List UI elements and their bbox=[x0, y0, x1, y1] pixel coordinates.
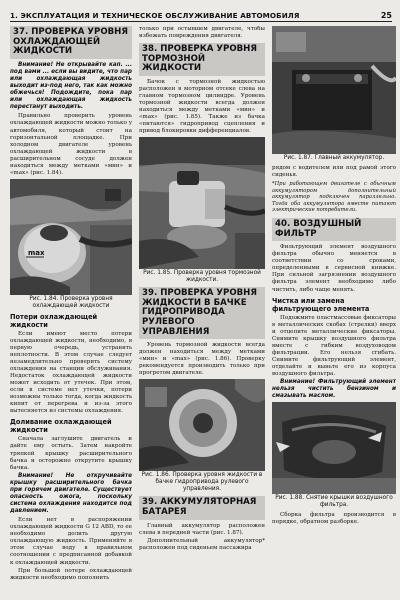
column-left bbox=[10, 26, 132, 596]
section-37-text: Правильно проверить уровень охлаждающей жидкости можно только у автомобиля, который стоит на горизонтальной площадке. При холодном двигателе уровень охлаждающей жидкости в расширительном сосуде должен находиться между метками «мин» и «max» (рис. 1.84). bbox=[10, 113, 132, 176]
section-38-title: 38. ПРОВЕРКА УРОВНЯ ТОРМОЗНОЙ ЖИДКОСТИ bbox=[139, 43, 265, 76]
chapter-title: 1. ЭКСПЛУАТАЦИЯ И ТЕХНИЧЕСКОЕ ОБСЛУЖИВАНИЕ АВТОМОБИЛЯ bbox=[10, 11, 300, 20]
filter-assembly-text: Сборка фильтра производится в порядке, обратном разборке. bbox=[272, 512, 396, 526]
max-mark-label: max bbox=[28, 248, 45, 257]
section-40-text: Фильтрующий элемент воздушного фильтра обычно меняется в соответствии со сроками, определенными в сервисной книжке. При сильной загрязнении воздушного фильтра элемент необходимо либо чистить, либо чаще менять. bbox=[272, 244, 396, 293]
section-37-title: 37. ПРОВЕРКА УРОВНЯ ОХЛАЖДАЮЩЕЙ ЖИДКОСТИ bbox=[10, 26, 132, 59]
section-39-title: 39. ПРОВЕРКА УРОВНЯ ЖИДКОСТИ В БАЧКЕ ГИДРОПРИВОДА РУЛЕВОГО УПРАВЛЕНИЯ bbox=[139, 287, 265, 339]
brake-fluid-photo bbox=[139, 137, 265, 269]
power-steering-photo bbox=[139, 379, 265, 471]
figure-1-87-caption: Рис. 1.87. Главный аккумулятор. bbox=[283, 155, 385, 161]
figure-1-87 bbox=[272, 26, 396, 154]
figure-1-84 bbox=[10, 179, 132, 295]
section-39b-title: 39. АККУМУЛЯТОРНАЯ БАТАРЕЯ bbox=[139, 496, 265, 519]
page-header bbox=[10, 6, 392, 22]
battery-text-2: Дополнительный аккумулятор* расположен под сиденьем пассажира bbox=[139, 537, 265, 551]
figure-1-86-caption: Рис. 1.86. Проверка уровня жидкости в бачке гидропривода рулевого управления. bbox=[141, 472, 263, 493]
coolant-reservoir-photo bbox=[10, 179, 132, 295]
main-battery-photo bbox=[272, 26, 396, 154]
coolant-topup-text-2: Если нет в распоряжении охлаждающей жидкости G 12 ABD, то ее необходимо долить другую охлаждающую жидкость. Применяйте в этом случае воду в правильном соотношении с предписанной добавкой к охлаждающей жидкости. bbox=[10, 517, 132, 566]
battery-continued: рядом с водителем или под рамой этого сиденья. bbox=[272, 165, 396, 179]
figure-1-88-caption: Рис. 1.88. Снятие крышки воздушного фильтра. bbox=[275, 495, 393, 509]
coolant-topup-text-3: При большой потере охлаждающей жидкости необходимо пополнить bbox=[10, 567, 132, 581]
figure-1-86 bbox=[139, 379, 265, 471]
battery-text-1: Главный аккумулятор расположен слева в передней части (рис. 1.87). bbox=[139, 522, 265, 536]
figure-1-84-caption: Рис. 1.84. Проверка уровня охлаждающей жидкости bbox=[29, 295, 113, 309]
figure-1-85-caption: Рис. 1.85. Проверка уровня тормозной жидкости. bbox=[143, 270, 261, 284]
column-middle bbox=[139, 26, 265, 596]
section-38-text: Бачок с тормозной жидкостью расположен в моторном отсеке слева на главном тормозном цилиндре. Уровень тормозной жидкости всегда должен находиться между метками «мин» и «max» (рис. 1.85). Также из бачка «питаются» гидропривод сцепления и привод блокировки дифференциалов. bbox=[139, 78, 265, 135]
figure-1-85 bbox=[139, 137, 265, 269]
filter-clean-text: Подожмите пластмассовые фиксаторы в металлических скобах (стрелки) вверх и отцепите металлические фиксаторы. Снимите крышку воздушного фильтра вместе с гибким воздуховодом фильтрации. Его нельзя сгибать. Снимите фильтрующий элемент, отделайте и выньте его из корпуса воздушного фильтра. bbox=[272, 314, 396, 377]
page-columns bbox=[10, 26, 396, 596]
page-number: 25 bbox=[380, 11, 392, 20]
coolant-loss-text: Если имеют место потери охлаждающей жидкости, необходимо, в первую очередь, устранить неплотности. В этом случае следует незамедлительно проверить систему охлаждения на станции обслуживания. Недостаток охлаждающей жидкости может исходить от утечек. При этом, если в системе нет утечки, потери возможны только тогда, когда жидкость кипит от перегрева и из-за этого вытесняется из системы охлаждения. bbox=[10, 330, 132, 415]
section-39-text: Уровень тормозной жидкости всегда должен находиться между метками «мин» и «max» (рис. 1.86). Проверку рекомендуется производить только при прогретом двигателе. bbox=[139, 342, 265, 377]
air-filter-photo bbox=[272, 402, 396, 494]
section-37-warning: Внимание! Не открывайте кап. ... под вами ... если вы видите, что пар или охлаждающая жидкость выходит из-под него, так как можно обжечься! Подождите, пока пар или охлаждающая жидкость перестанут выходить. bbox=[10, 61, 132, 111]
coolant-loss-title: Потери охлаждающей жидкости bbox=[10, 312, 98, 329]
coolant-topup-text-1: Сначала заглушите двигатель и дайте ему остыть. Затем накройте тряпкой крышку расширительного бачка и осторожно открутите крышку бачка. bbox=[10, 436, 132, 471]
battery-footnote: *При работающем двигателе с обычным аккумулятором дополнительный аккумулятор подключен параллельно. Тогда оба аккумулятора вместе питают электрические потребители. bbox=[272, 181, 396, 214]
filter-clean-warning: Внимание! Фильтрующий элемент нельзя чистить бензином и смазывать маслом. bbox=[272, 379, 396, 400]
coolant-topup-warning: Внимание! Не откручивайте крышку расширительного бачка при горячем двигателе. Существует опасность ожога, поскольку система охлаждения находится под давлением. bbox=[10, 472, 132, 515]
column-right bbox=[272, 26, 396, 596]
figure-1-88 bbox=[272, 402, 396, 494]
continued-text: только при остывшем двигателе, чтобы избежать повреждения двигателя. bbox=[139, 26, 265, 40]
filter-clean-title: Чистка или замена фильтрующего элемента bbox=[272, 296, 370, 313]
coolant-topup-title: Доливание охлаждающей жидкости bbox=[10, 418, 112, 435]
section-40-title: 40. ВОЗДУШНЫЙ ФИЛЬТР bbox=[272, 218, 396, 241]
